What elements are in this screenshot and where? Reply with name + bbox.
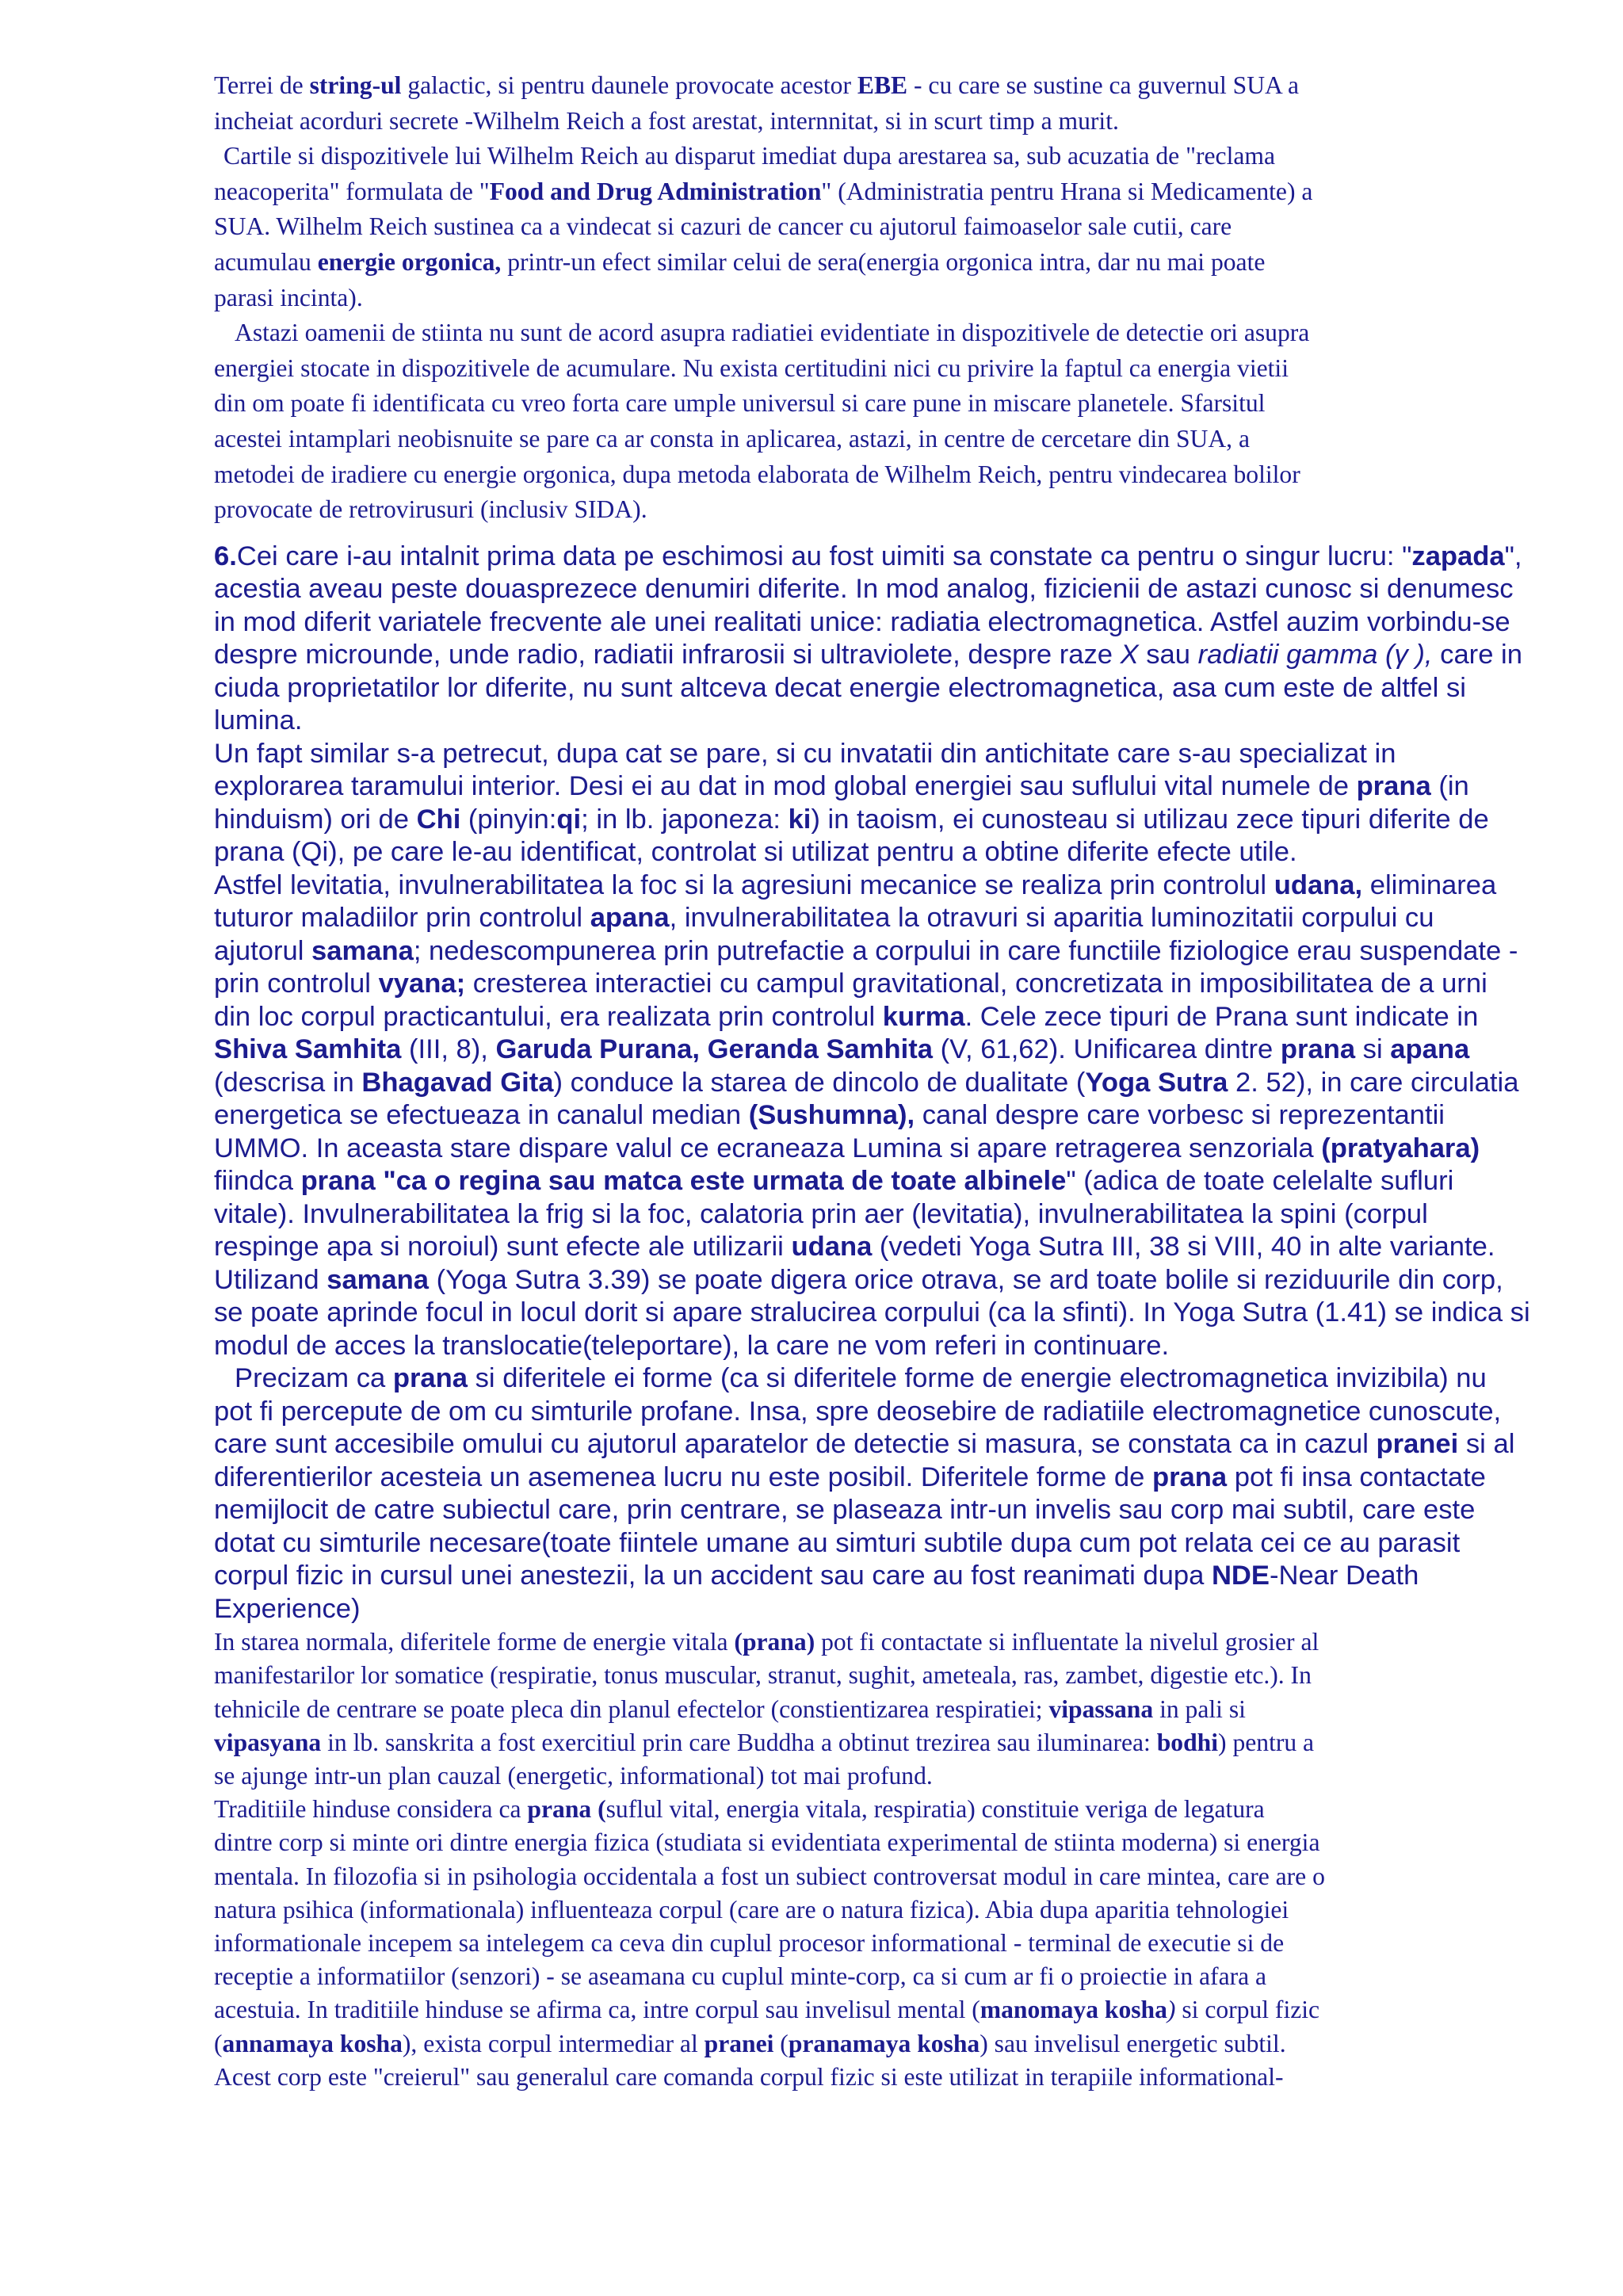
emphasis: udana [791, 1232, 873, 1263]
paragraph [214, 869, 1531, 1363]
emphasis: qi [556, 804, 582, 835]
emphasis: vipasyana [214, 1728, 322, 1756]
text: pot fi insa contactate nemijlocit de catre subiectul care, prin centrare, se plaseaza intr-un invelis sau corp mai subtil, care este dotat cu simturile necesare(toate fiintele umane au simturi subtile dupa cum pot relata cei ce au parasit corpul fizic in cursul unei anestezii, la un accident sau care au fost reanimati dupa [214, 1461, 1486, 1591]
text: acumulau [214, 247, 318, 276]
italic: ) [1167, 1996, 1176, 2024]
text: . Cele zece tipuri de Prana sunt indicate in [964, 1001, 1479, 1032]
emphasis: Chi [416, 804, 461, 835]
emphasis: Yoga Sutra [1085, 1067, 1228, 1098]
emphasis: energie orgonica, [317, 247, 502, 276]
text: 2. 52), in care circulatia energetica se efectueaza in canalul median [214, 1067, 1519, 1131]
text: din om poate fi identificata cu vreo forta care umple universul si care pune in miscare planetele. Sfarsitul [214, 389, 1266, 418]
italic: X [1120, 640, 1139, 670]
text: dintre corp si minte ori dintre energia fizica (studiata si evidentiata experimental de stiinta moderna) si energia [214, 1828, 1320, 1857]
paragraph [214, 139, 1531, 315]
text: Un fapt similar s-a petrecut, dupa cat se pare, si cu invatatii din antichitate care s-au specializat in explorarea taramului interior. Desi ei au dat in mod global energiei sau suflului vital numele de [214, 738, 1396, 802]
paragraph [214, 315, 1531, 528]
text: care in ciuda proprietatilor lor diferite, nu sunt altceva decat energie electromagnetica, asa cum este de altfel si lumina. [214, 640, 1522, 736]
text: metodei de iradiere cu energie orgonica, dupa metoda elaborata de Wilhelm Reich, pentru vindecarea bolilor [214, 460, 1300, 488]
text: acestuia. In traditiile hinduse se afirma ca, intre corpul sau invelisul mental ( [214, 1996, 980, 2024]
section-serif-bottom [214, 1626, 1531, 2094]
emphasis: ki [788, 804, 812, 835]
emphasis: Garuda Purana, Geranda Samhita [495, 1034, 934, 1065]
text: Cei care i-au intalnit prima data pe eschimosi au fost uimiti sa constate ca pentru o singur lucru: " [236, 541, 1412, 571]
text: suflul vital, energia vitala, respiratia) constituie veriga de legatura [605, 1795, 1265, 1824]
italic: radiatii gamma (γ ), [1197, 640, 1433, 670]
text: neacoperita" formulata de " [214, 177, 490, 205]
text: receptie a informatiilor (senzori) - se aseamana cu cuplul minte-corp, ca si cum ar fi o proiectie in afara a [214, 1962, 1267, 1991]
emphasis: vipassana [1048, 1694, 1154, 1723]
emphasis: EBE [857, 71, 908, 99]
text: Acest corp este "creierul" sau generalul care comanda corpul fizic si este utilizat in terapiile informational- [214, 2062, 1284, 2091]
text: (III, 8), [401, 1034, 496, 1065]
text: ; in lb. japoneza: [581, 804, 789, 835]
text: si corpul fizic [1175, 1996, 1320, 2024]
emphasis: annamaya kosha [222, 2029, 403, 2057]
text: ( [214, 2029, 223, 2057]
text: (in hinduism) ori de [214, 771, 1469, 835]
text: (descrisa in [214, 1067, 362, 1098]
text: (Yoga Sutra 3.39) se poate digera orice otrava, se ard toate bolile si reziduurile din corp, se poate aprinde focul in locul dorit si apare stralucirea corpului (ca la sfinti). In Yoga Sutra (1.41) se indica si modul de acces la translocatie(teleportare), la care ne vom referi in continuare. [214, 1264, 1530, 1361]
text: manifestarilor lor somatice (respiratie, tonus muscular, stranut, sughit, ameteala, ras, zambet, digestie etc.). In [214, 1661, 1312, 1690]
text: (vedeti Yoga Sutra III, 38 si VIII, 40 in alte variante. Utilizand [214, 1232, 1495, 1295]
text: ) conduce la starea de dincolo de dualitate ( [553, 1067, 1086, 1098]
emphasis: udana, [1274, 869, 1363, 900]
section-number: 6. [214, 541, 237, 571]
text: In starea normala, diferitele forme de energie vitala [214, 1628, 735, 1656]
text: ) pentru a [1218, 1728, 1315, 1756]
text: tehnicile de centrare se poate pleca din planul efectelor (constientizarea respiratiei; [214, 1694, 1049, 1723]
emphasis: pranamaya kosha [788, 2029, 980, 2057]
emphasis: NDE [1211, 1561, 1270, 1591]
text: si [1355, 1034, 1391, 1065]
emphasis: samana [327, 1264, 430, 1295]
text: energiei stocate in dispozitivele de acumulare. Nu exista certitudini nici cu privire la faptul ca energia vietii [214, 353, 1289, 382]
text: Astfel levitatia, invulnerabilitatea la foc si la agresiuni mecanice se realiza prin controlul [214, 869, 1274, 900]
text: - cu care se sustine ca guvernul SUA a [907, 71, 1300, 99]
emphasis: apana [590, 903, 670, 934]
emphasis: prana [1280, 1034, 1356, 1065]
text: natura psihica (informationala) influenteaza corpul (care are o natura fizica). Abia dupa aparitia tehnologiei [214, 1895, 1289, 1924]
text: in pali si [1153, 1694, 1246, 1723]
text: sau [1138, 640, 1198, 670]
text: Traditiile hinduse considera ca [214, 1795, 528, 1824]
text: printr-un efect similar celui de sera(energia orgonica intra, dar nu mai poate [501, 247, 1266, 276]
section-sans [214, 541, 1531, 1626]
text: incheiat acorduri secrete -Wilhelm Reich a fost arestat, internnitat, si in scurt timp a murit. [214, 106, 1119, 135]
paragraph [214, 1626, 1531, 1793]
emphasis: prana [1356, 771, 1431, 802]
text: informationale incepem sa intelegem ca ceva din cuplul procesor informational - terminal de executie si de [214, 1929, 1285, 1958]
emphasis: (pratyahara) [1321, 1133, 1480, 1163]
text: pot fi contactate si influentate la nivelul grosier al [815, 1628, 1319, 1656]
text: ( [773, 2029, 789, 2057]
section-serif-top [214, 68, 1531, 528]
text: canal despre care vorbesc si reprezentantii UMMO. In aceasta stare dispare valul ce ecraneaza Lumina si apare retragerea senzoriala [214, 1100, 1445, 1163]
emphasis: (prana) [734, 1628, 815, 1656]
paragraph [214, 1362, 1531, 1626]
text: (pinyin: [460, 804, 557, 835]
text: fiindca [214, 1166, 301, 1197]
text: galactic, si pentru daunele provocate acestor [401, 71, 857, 99]
emphasis: string-ul [309, 71, 402, 99]
emphasis: kurma [882, 1001, 965, 1032]
paragraph [214, 541, 1531, 738]
document-page [214, 68, 1531, 2094]
text: provocate de retrovirusuri (inclusiv SIDA). [214, 495, 647, 524]
emphasis: Shiva Samhita [214, 1034, 402, 1065]
text: si diferitele ei forme (ca si diferitele forme de energie electromagnetica invizibila) nu pot fi percepute de om cu simturile profane. Insa, spre deosebire de radiatiile electromagnetice cunoscute, care sunt accesibile omului cu ajutorul aparatelor de detectie si masura, se constata ca in cazul [214, 1363, 1502, 1460]
text: Astazi oamenii de stiinta nu sunt de acord asupra radiatiei evidentiate in dispozitivele de detectie ori asupra [235, 319, 1310, 347]
text: -Near Death Experience) [214, 1561, 1419, 1624]
text: " (Administratia pentru Hrana si Medicamente) a [821, 177, 1313, 205]
emphasis: Bhagavad Gita [361, 1067, 554, 1098]
text: SUA. Wilhelm Reich sustinea ca a vindecat si cazuri de cancer cu ajutorul faimoaselor sale cutii, care [214, 212, 1232, 241]
emphasis: pranei [1376, 1429, 1459, 1460]
text: (V, 61,62). Unificarea dintre [933, 1034, 1281, 1065]
text: mentala. In filozofia si in psihologia occidentala a fost un subiect controversat modul in care mintea, care are o [214, 1862, 1325, 1890]
emphasis: bodhi [1156, 1728, 1219, 1756]
emphasis: manomaya kosha [980, 1996, 1167, 2024]
text: in lb. sanskrita a fost exercitiul prin care Buddha a obtinut trezirea sau iluminarea: [321, 1728, 1157, 1756]
text: ) in taoism, ei cunosteau si utilizau zece tipuri diferite de prana (Qi), pe care le-au identificat, controlat si utilizat pentru a obtine diferite efecte utile. [214, 804, 1489, 868]
paragraph [214, 738, 1531, 869]
emphasis: prana [392, 1363, 468, 1394]
emphasis: pranei [704, 2029, 774, 2057]
emphasis: (Sushumna), [748, 1100, 915, 1131]
emphasis: zapada [1411, 541, 1505, 571]
text: ; nedescompunerea prin putrefactie a corpului in care functiile fiziologice erau suspendate - prin controlul [214, 935, 1518, 999]
text: Terrei de [214, 71, 310, 99]
emphasis: Food and Drug Administration [489, 177, 822, 205]
emphasis: vyana; [378, 968, 466, 999]
text: acestei intamplari neobisnuite se pare ca ar consta in aplicarea, astazi, in centre de cercetare din SUA, a [214, 424, 1250, 453]
emphasis: prana ( [527, 1795, 606, 1824]
text: Precizam ca [235, 1363, 393, 1394]
text: ) sau invelisul energetic subtil. [980, 2029, 1286, 2057]
paragraph [214, 1793, 1531, 2094]
text: ), exista corpul intermediar al [402, 2029, 705, 2057]
paragraph [214, 68, 1531, 139]
text: se ajunge intr-un plan cauzal (energetic, informational) tot mai profund. [214, 1762, 933, 1790]
emphasis: prana [1151, 1461, 1228, 1492]
text: cresterea interactiei cu campul gravitational, concretizata in imposibilitatea de a urni din loc corpul practicantului, era realizata prin controlul [214, 968, 1487, 1032]
emphasis: samana [311, 935, 414, 966]
text: eliminarea tuturor maladiilor prin controlul [214, 869, 1497, 934]
text: parasi incinta). [214, 283, 363, 311]
text: ", acestia aveau peste douasprezece denumiri diferite. In mod analog, fizicienii de astazi cunosc si denumesc in mod diferit variatele frecvente ale unei realitati unice: radiatia electromagnetica. Astfel auzim vorbindu-se despre microunde, unde radio, radiatii infrarosii si ultraviolete, despre raze [214, 541, 1522, 670]
emphasis: apana [1390, 1034, 1470, 1065]
text: si al diferentierilor acesteia un asemenea lucru nu este posibil. Diferitele forme de [214, 1429, 1515, 1492]
emphasis: prana "ca o regina sau matca este urmata de toate albinele [300, 1166, 1067, 1197]
text: " (adica de toate celelalte sufluri vitale). Invulnerabilitatea la frig si la foc, calatoria prin aer (levitatia), invulnerabilitatea la spini (corpul respinge apa si noroiul) sunt efecte ale utilizarii [214, 1166, 1454, 1263]
text: Cartile si dispozitivele lui Wilhelm Reich au disparut imediat dupa arestarea sa, sub acuzatia de "reclama [223, 142, 1275, 170]
text: , invulnerabilitatea la otravuri si aparitia luminozitatii corpului cu ajutorul [214, 903, 1434, 966]
